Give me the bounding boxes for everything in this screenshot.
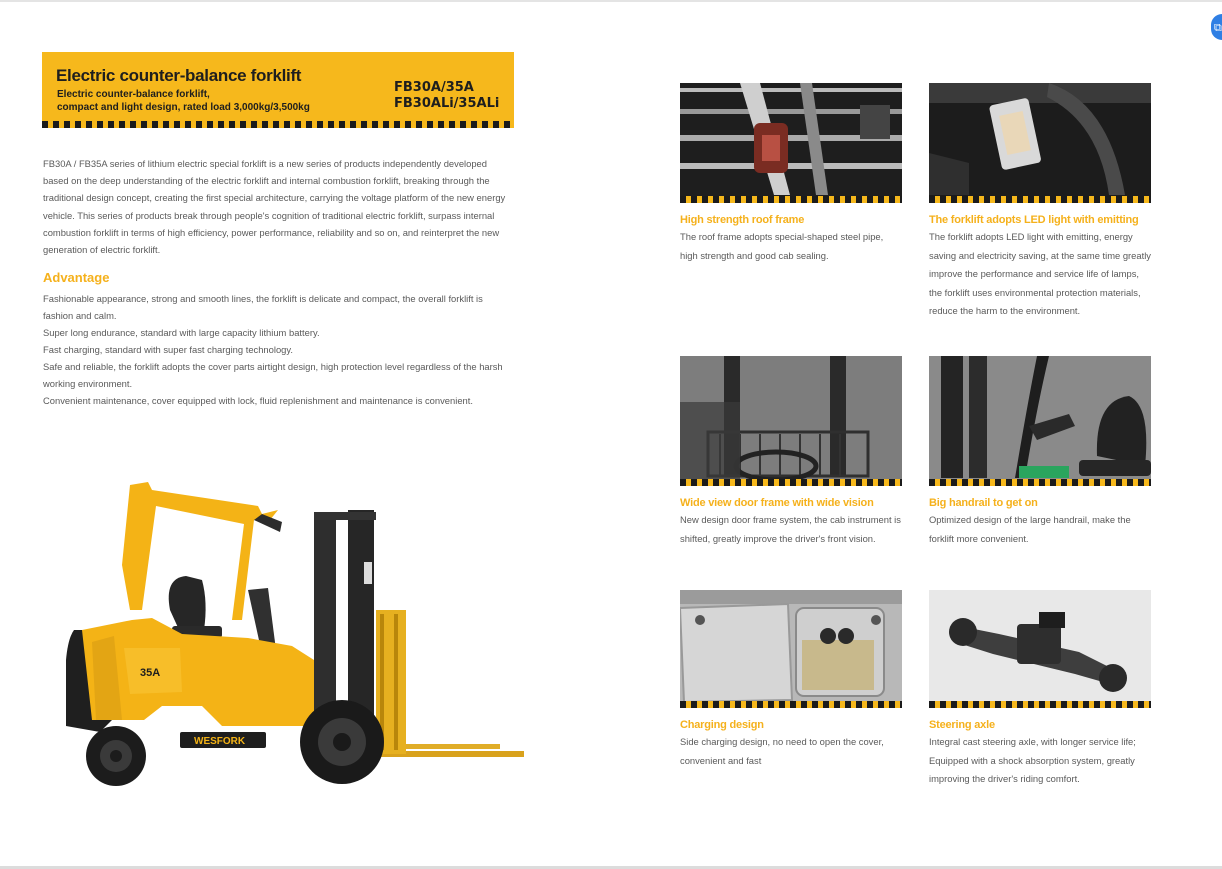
hazard-stripe <box>42 121 514 128</box>
feature-title: Big handrail to get on <box>929 497 1038 509</box>
advantage-item: Convenient maintenance, cover equipped with lock, fluid replenishment and maintenance is convenient. <box>43 395 473 406</box>
advantage-list <box>43 290 515 409</box>
top-divider <box>0 0 1222 2</box>
door-frame-photo <box>680 356 902 486</box>
subtitle-line-2: compact and light design, rated load 3,000kg/3,500kg <box>57 102 310 113</box>
advantage-item: Super long endurance, standard with large capacity lithium battery. <box>43 327 320 338</box>
seat <box>169 576 206 632</box>
feature-card-led-light <box>929 83 1151 321</box>
forklift-illustration <box>52 470 532 800</box>
feature-card-roof-frame <box>680 83 902 265</box>
handrail-photo <box>929 356 1151 486</box>
feature-card-door-frame <box>680 356 902 548</box>
advantage-item: Fast charging, standard with super fast charging technology. <box>43 344 293 355</box>
feature-title: The forklift adopts LED light with emitting <box>929 214 1139 226</box>
hazard-stripe <box>680 701 902 708</box>
hazard-stripe <box>929 479 1151 486</box>
hazard-stripe <box>680 196 902 203</box>
advantage-heading: Advantage <box>43 270 110 285</box>
feature-desc: The forklift adopts LED light with emitting, energy saving and electricity saving, at the same time greatly improve the performance and service life of lamps, the forklift uses environmental protection materials, reduce the harm to the environment. <box>929 231 1151 316</box>
fork-upper <box>392 744 500 749</box>
brand-label: WESFORK <box>194 736 246 747</box>
edge-icon: ⧉ <box>1214 21 1222 34</box>
feature-title: High strength roof frame <box>680 214 805 226</box>
subtitle-line-1: Electric counter-balance forklift, <box>57 89 210 100</box>
feature-title: Charging design <box>680 719 764 731</box>
feature-card-charging <box>680 590 902 770</box>
feature-desc: The roof frame adopts special-shaped steel pipe, high strength and good cab sealing. <box>680 231 884 261</box>
advantage-item: Fashionable appearance, strong and smooth lines, the forklift is delicate and compact, the overall forklift is fashion and calm. <box>43 293 483 321</box>
feature-title: Wide view door frame with wide vision <box>680 497 874 509</box>
roof-frame-photo <box>680 83 902 203</box>
intro-paragraph: FB30A / FB35A series of lithium electric special forklift is a new series of products independently developed based on the deep understanding of the electric forklift and internal combustion forklift, breaking through the traditional design concept, creating the first special architecture, carrying the voltage platform of the new energy vehicle. This series of products break through people's cognition of traditional electric forklift, surpass internal combustion forklift in terms of high efficiency, power performance, reliability and so on, and reinterpret the new generation of electric forklift. <box>43 158 506 256</box>
feature-title: Steering axle <box>929 719 995 731</box>
advantage-item: Safe and reliable, the forklift adopts the cover parts airtight design, high protection level regardless of the harsh working environment. <box>43 361 503 389</box>
model-badge: 35A <box>140 667 161 679</box>
floating-edge-button[interactable] <box>1211 14 1222 40</box>
page-title: Electric counter-balance forklift <box>56 66 302 85</box>
hazard-stripe <box>680 479 902 486</box>
feature-desc: Optimized design of the large handrail, make the forklift more convenient. <box>929 514 1131 544</box>
feature-desc: New design door frame system, the cab instrument is shifted, greatly improve the driver's front vision. <box>680 514 901 544</box>
model-line-2: FB30ALi/35ALi <box>394 96 500 111</box>
title-banner <box>42 52 514 128</box>
led-light-photo <box>929 83 1151 203</box>
hazard-stripe <box>929 196 1151 203</box>
feature-card-handrail <box>929 356 1151 548</box>
feature-desc: Integral cast steering axle, with longer service life; Equipped with a shock absorption system, greatly improving the driver's riding comfort. <box>929 736 1136 784</box>
feature-desc: Side charging design, no need to open the cover, convenient and fast <box>680 736 884 766</box>
charging-photo <box>680 590 902 708</box>
hazard-stripe <box>929 701 1151 708</box>
model-line-1: FB30A/35A <box>394 80 474 95</box>
steering-axle-photo <box>929 590 1151 708</box>
feature-card-steering-axle <box>929 590 1151 789</box>
